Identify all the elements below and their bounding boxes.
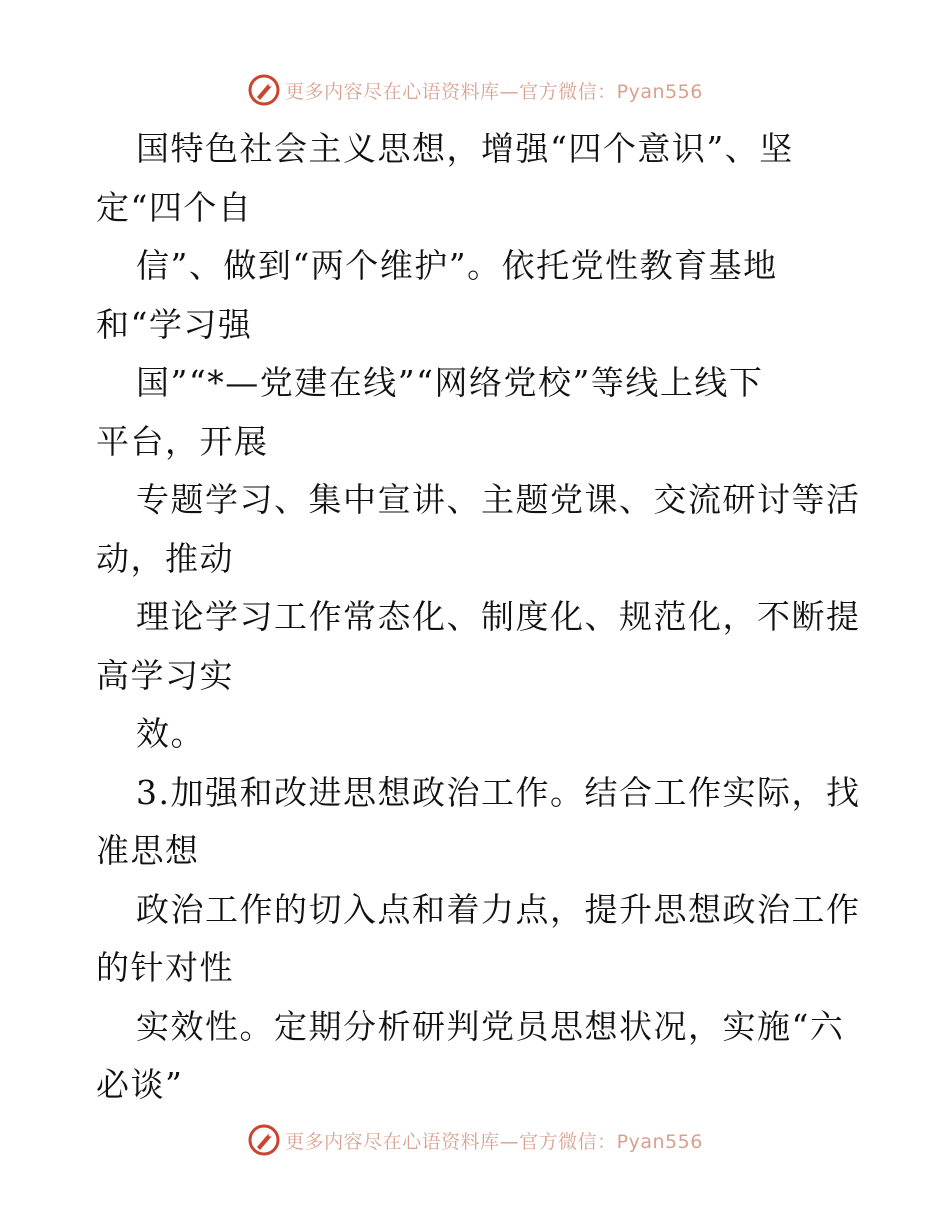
text-line: 的针对性 — [96, 948, 234, 987]
text-line: 高学习实 — [96, 655, 234, 695]
text-line: 专题学习、集中宣讲、主题党课、交流研讨等活 — [136, 480, 861, 519]
footer-banner-text: 更多内容尽在心语资料库—官方微信：Pyan556 — [285, 1130, 703, 1153]
document-body — [96, 120, 861, 1115]
text-line: 必谈” — [96, 1065, 184, 1104]
text-line: 定“四个自 — [96, 187, 253, 227]
text-line: 平台，开展 — [96, 421, 269, 461]
text-line: 信”、做到“两个维护”。依托党性教育基地 — [136, 246, 778, 285]
text-line: 国特色社会主义思想，增强“四个意识”、坚 — [136, 129, 794, 168]
text-line: 和“学习强 — [96, 304, 253, 344]
text-line: 理论学习工作常态化、制度化、规范化，不断提 — [136, 597, 861, 636]
footer-banner — [0, 1120, 950, 1160]
text-line: 准思想 — [96, 831, 200, 870]
text-line: 动，推动 — [96, 538, 234, 578]
header-banner-text: 更多内容尽在心语资料库—官方微信：Pyan556 — [285, 80, 703, 103]
header-banner — [0, 70, 950, 110]
text-line: 效。 — [136, 714, 205, 753]
pen-nib-logo-icon — [247, 1123, 281, 1157]
text-line: 实效性。定期分析研判党员思想状况，实施“六 — [136, 1006, 845, 1046]
text-line: 3.加强和改进思想政治工作。结合工作实际，找 — [136, 772, 861, 812]
text-line: 国”“*—党建在线”“网络党校”等线上线下 — [136, 363, 764, 402]
text-line: 政治工作的切入点和着力点，提升思想政治工作 — [136, 889, 861, 929]
pen-nib-logo-icon — [247, 73, 281, 107]
